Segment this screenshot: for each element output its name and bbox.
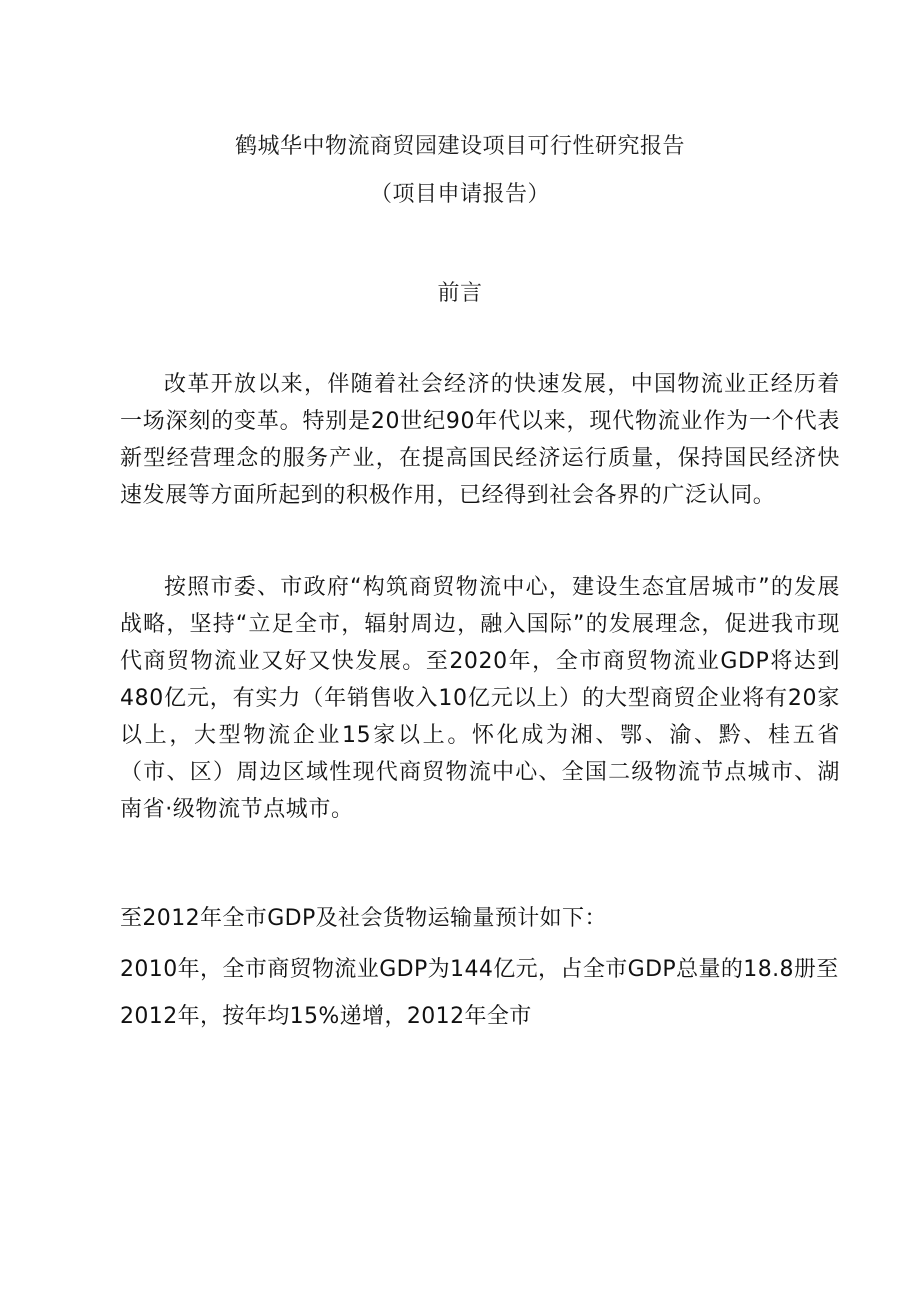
report-title: 鹤城华中物流商贸园建设项目可行性研究报告 (234, 134, 685, 159)
paragraph-strategy: 按照市委、市政府“构筑商贸物流中心，建设生态宜居城市”的发展战略，坚持“立足全市，辐射周边，融入国际”的发展理念，促进我市现代商贸物流业又好又快发展。至2020年，全市商贸物流业GDP将达到480亿元，有实力（年销售收入10亿元以上）的大型商贸企业将有20家以上，大型物流企业15家以上。怀化成为湘、鄂、渝、黔、桂五省（市、区）周边区域性现代商贸物流中心、全国二级物流节点城市、湖南省·级物流节点城市。 (120, 575, 840, 822)
forecast-line-2012: 2012年，按年均15%递增，2012年全市 (120, 1004, 532, 1029)
forecast-line-2010: 2010年，全市商贸物流业GDP为144亿元，占全市GDP总量的18.8册至 (120, 957, 839, 982)
section-heading: 前言 (437, 281, 483, 306)
paragraph-intro: 改革开放以来，伴随着社会经济的快速发展，中国物流业正经历着一场深刻的变革。特别是20世纪90年代以来，现代物流业作为一个代表新型经营理念的服务产业，在提高国民经济运行质量，保持国民经济快速发展等方面所起到的积极作用，已经得到社会各界的广泛认同。 (120, 372, 840, 508)
forecast-heading-line: 至2012年全市GDP及社会货物运输量预计如下： (120, 906, 607, 931)
report-subtitle: （项目申请报告） (369, 182, 550, 207)
